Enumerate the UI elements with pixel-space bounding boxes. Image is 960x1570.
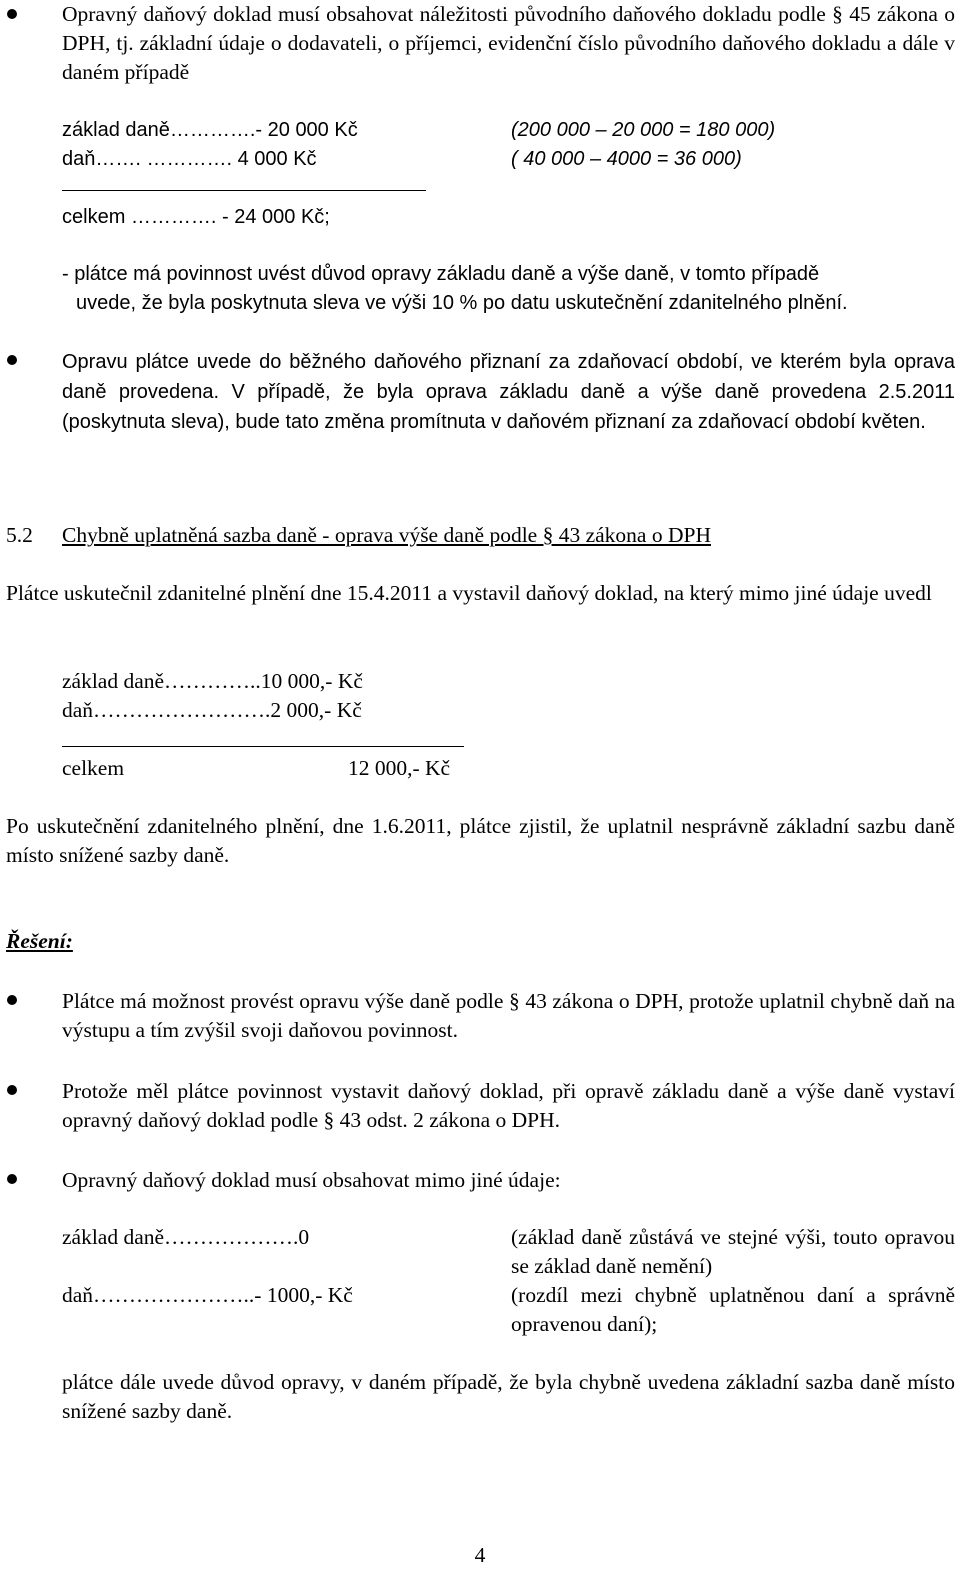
total-label-52: celkem (62, 756, 125, 780)
page-number: 4 (474, 1543, 486, 1567)
bullet-marker (7, 9, 17, 19)
bullet-marker (7, 1174, 17, 1184)
sum-rule-52 (62, 746, 464, 747)
paragraph-intro: Plátce uskutečnil zdanitelné plnění dne 15.4.2011 a vystavil daňový doklad, na který mimo jiné údaje uvedl (6, 581, 932, 605)
bullet-marker (7, 1085, 17, 1095)
section-number: 5.2 (6, 523, 33, 547)
correction-base-label: základ daně……………….0 (62, 1225, 310, 1249)
correction-tax-note: (rozdíl mezi chybně uplatněnou daní a správně opravenou daní); (511, 1283, 955, 1336)
bullet-marker (7, 995, 17, 1005)
sum-rule (62, 190, 426, 191)
correction-base-note: (základ daně zůstává ve stejné výši, touto opravou se základ daně nemění) (511, 1225, 955, 1278)
paragraph-closing: plátce dále uvede důvod opravy, v daném případě, že byla chybně uvedena základní sazba daně místo snížené sazby daně. (62, 1370, 955, 1423)
row-tax-note: ( 40 000 – 4000 = 36 000) (511, 148, 742, 170)
paragraph-solution-1: Plátce má možnost provést opravu výše daně podle § 43 zákona o DPH, protože uplatnil chybně daň na výstupu a tím zvýšil svoji daňovou povinnost. (62, 989, 955, 1042)
row-tax-label: daň……. …………. 4 000 Kč (62, 148, 317, 170)
dash-note-line1: - plátce má povinnost uvést důvod opravy základu daně a výše daně, v tomto případě (62, 263, 820, 285)
correction-tax-label: daň…………………..- 1000,- Kč (62, 1283, 353, 1307)
paragraph-solution-3: Opravný daňový doklad musí obsahovat mimo jiné údaje: (62, 1168, 561, 1192)
row-base-52: základ daně…………..10 000,- Kč (62, 669, 363, 693)
paragraph-solution-2: Protože měl plátce povinnost vystavit daňový doklad, při opravě základu daně a výše daně vystaví opravný daňový doklad podle § 43 odst. 2 zákona o DPH. (62, 1079, 955, 1132)
paragraph-after: Po uskutečnění zdanitelného plnění, dne 1.6.2011, plátce zjistil, že uplatnil nesprávně základní sazbu daně místo snížené sazby daně. (6, 814, 955, 867)
row-base-label: základ daně………….- 20 000 Kč (62, 119, 358, 141)
total-value-52: 12 000,- Kč (348, 756, 451, 780)
paragraph-tax-return: Opravu plátce uvede do běžného daňového přiznaní za zdaňovací období, ve kterém byla oprava daně provedena. V případě, že byla oprava základu daně a výše daně provedena 2.5.2011 (poskytnuta sleva), bude tato změna promítnuta v daňovém přiznaní za zdaňovací období květen. (62, 351, 955, 433)
bullet-marker (7, 355, 17, 365)
row-base-note: (200 000 – 20 000 = 180 000) (511, 119, 776, 141)
paragraph-requirements: Opravný daňový doklad musí obsahovat náležitosti původního daňového dokladu podle § 45 zákona o DPH, tj. základní údaje o dodavateli, o příjemci, evidenční číslo původního daňového dokladu a dále v daném případě (62, 2, 955, 84)
section-heading: Chybně uplatněná sazba daně - oprava výše daně podle § 43 zákona o DPH (62, 523, 711, 547)
row-tax-52: daň…………………….2 000,- Kč (62, 698, 362, 722)
dash-note-line2: uvede, že byla poskytnuta sleva ve výši 10 % po datu uskutečnění zdanitelného plnění. (76, 292, 848, 314)
solution-heading: Řešení: (6, 929, 73, 953)
row-total: celkem …………. - 24 000 Kč; (62, 206, 330, 228)
